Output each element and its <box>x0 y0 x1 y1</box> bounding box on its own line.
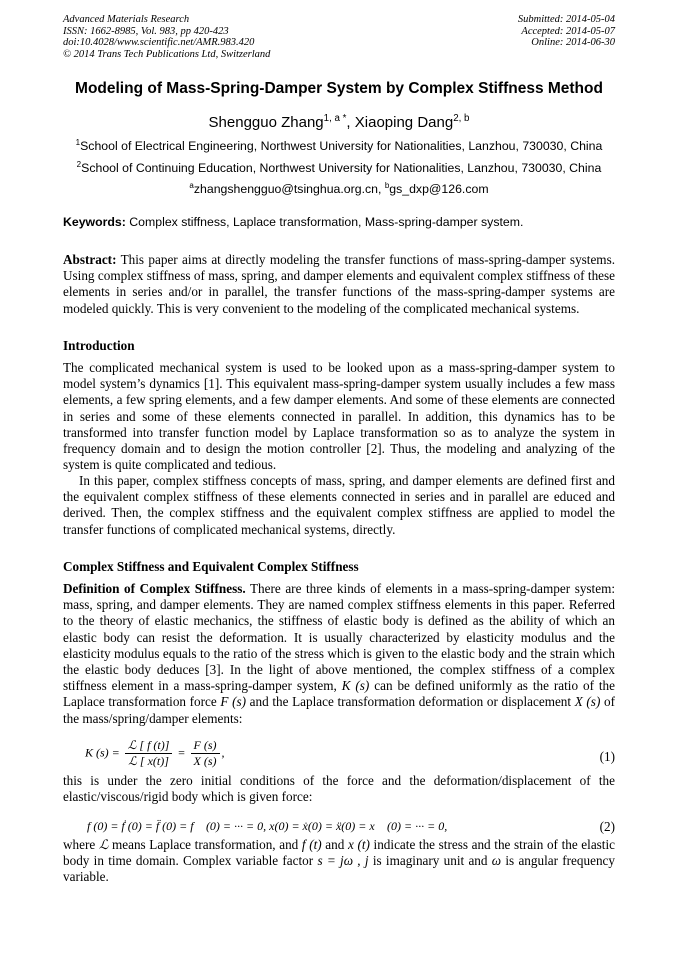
journal-info <box>63 14 270 60</box>
keywords-label: Keywords: <box>63 215 126 229</box>
equation-1-number: (1) <box>599 749 615 764</box>
email-b-sup: b <box>384 180 390 190</box>
where-text-f: is imaginary unit and <box>368 853 492 869</box>
eq1-lhs: K (s) = <box>85 745 120 760</box>
eq1-num-2: F (s) <box>191 738 220 754</box>
equation-2-number: (2) <box>599 819 615 834</box>
eq1-equals: = <box>177 745 186 760</box>
introduction-paragraph-2: In this paper, complex stiffness concepts of mass, spring, and damper elements are defined first and the equivalent complex stiffness of these elements connected in series and in parallel are educed and derived. Then, the complex stiffness and the equivalent complex stiffness are applied to model the transfer functions of complicated mechanical systems, directly. <box>63 473 615 537</box>
author-2: Xiaoping Dang <box>354 114 454 131</box>
email-a-sup: a <box>189 180 194 190</box>
fs-symbol: F (s) <box>220 694 247 710</box>
journal-name: Advanced Materials Research <box>63 14 190 25</box>
copyright: © 2014 Trans Tech Publications Ltd, Switzerland <box>63 48 271 60</box>
where-text-b: means Laplace transformation, and <box>108 837 302 852</box>
introduction-paragraph-1: The complicated mechanical system is used to be looked upon as a mass-spring-damper system to model system’s dynamics [1]. This equivalent mass-spring-damper system usually includes a few mass elements, a few spring elements, and a few damper elements. And some of these elements are connected in series and some of these elements connected in parallel. In addition, this dynamics has to be transformed into transfer function model by Laplace transformation so as to analyze the system in frequency domain and to design the motion controller [2]. Thus, the modeling and analyzing of the system is quite complicated and tedious. <box>63 360 615 473</box>
s-jw-symbol: s = jω <box>317 853 354 869</box>
definition-text-b: can be defined uniformly as the ratio of the Laplace transformation force <box>63 678 615 710</box>
xt-symbol: x (t) <box>347 837 370 852</box>
eq1-fraction-2 <box>191 738 220 769</box>
dates-info <box>518 14 615 49</box>
equation-1 <box>85 738 615 769</box>
author-1-sup: 1, a * <box>323 113 347 124</box>
laplace-symbol: ℒ <box>98 837 109 852</box>
definition-text-a: There are three kinds of elements in a mass-spring-damper system: mass, spring, and damper elements. They are named complex stiffness elements in this paper. Referred to the theory of elastic mechanics, the stiffness of elastic body is defined as the ability of which an elastic body can resist the deformation. It is usually characterized by elasticity modulus and the elasticity modulus equals to the ratio of the stress which is given to the elastic body and the strain which the elastic body deduces [3]. In the light of above mentioned, the complex stiffness of a complex stiffness element in a mass-spring-damper system, <box>63 581 615 694</box>
eq1-den-1: ℒ [ x(t)] <box>128 754 169 768</box>
affiliation-2 <box>30 161 648 175</box>
ks-symbol: K (s) <box>341 678 370 694</box>
online-date: Online: 2014-06-30 <box>531 37 615 48</box>
eq1-den-2: X (s) <box>193 754 217 768</box>
where-text-g: is angular frequency variable. <box>63 853 615 885</box>
doi: doi:10.4028/www.scientific.net/AMR.983.420 <box>63 37 255 48</box>
eq1-num-1: ℒ [ f (t)] <box>125 738 173 754</box>
affiliation-1-sup: 1 <box>75 137 81 147</box>
definition-text-d: of the mass/spring/damper elements: <box>63 694 615 726</box>
where-text-d: indicate the stress and the strain of the elastic body in time domain. Complex variable factor <box>63 837 615 869</box>
where-text-a: where <box>63 837 99 852</box>
eq1-fraction-1 <box>125 738 173 769</box>
where-paragraph <box>63 837 615 886</box>
abstract-label: Abstract: <box>63 252 117 267</box>
paper-title: Modeling of Mass-Spring-Damper System by Complex Stiffness Method <box>75 80 603 97</box>
emails <box>30 182 648 196</box>
author-1: Shengguo Zhang <box>208 114 324 131</box>
accepted-date: Accepted: 2014-05-07 <box>521 25 615 37</box>
section-2-heading: Complex Stiffness and Equivalent Complex Stiffness <box>63 559 359 574</box>
definition-label: Definition of Complex Stiffness. <box>63 581 246 596</box>
issn: ISSN: 1662-8985, Vol. 983, pp 420-423 <box>63 25 229 37</box>
eq1-tail: , <box>221 745 225 760</box>
author-line <box>40 114 638 131</box>
where-text-e: , <box>353 853 365 869</box>
zero-conditions-paragraph: this is under the zero initial conditions of the force and the deformation/displacement of the elastic/viscous/rigid body which is given force: <box>63 773 615 805</box>
introduction-heading: Introduction <box>63 338 135 353</box>
author-2-sup: 2, b <box>453 113 470 124</box>
definition-paragraph <box>63 581 615 727</box>
equation-2: f (0) = ḟ (0) = f̈ (0) = f⃛ (0) = ··· = 0, x(0) = ẋ(0) = ẍ(0) = x⃛ (0) = ··· = 0, <box>87 819 448 833</box>
affiliation-2-sup: 2 <box>76 159 82 169</box>
affiliation-1 <box>30 139 648 153</box>
abstract-text: This paper aims at directly modeling the transfer functions of mass-spring-damper systems. Using complex stiffness of mass, spring, and damper elements and equivalent complex stiffness of these elements in series and/or in parallel, the transfer functions of the mass-spring-damper systems are modeled quickly. This is very convenient to the modeling of the complicated mechanical systems. <box>63 252 615 316</box>
email-b[interactable]: gs_dxp@126.com <box>389 182 489 196</box>
keywords <box>63 215 615 229</box>
j-symbol: j <box>364 853 369 869</box>
affiliation-1-text: School of Electrical Engineering, Northwest University for Nationalities, Lanzhou, 730030, China <box>80 139 603 153</box>
omega-symbol: ω <box>491 853 502 869</box>
definition-text-c: and the Laplace transformation deformation or displacement <box>246 694 575 710</box>
submitted-date: Submitted: 2014-05-04 <box>517 14 615 25</box>
email-a[interactable]: zhangshengguo@tsinghua.org.cn, <box>193 182 385 196</box>
author-sep: , <box>346 114 355 131</box>
where-text-c: and <box>321 837 348 852</box>
abstract <box>63 252 615 317</box>
xs-symbol: X (s) <box>574 694 601 710</box>
keywords-text: Complex stiffness, Laplace transformation, Mass-spring-damper system. <box>125 215 524 229</box>
affiliation-2-text: School of Continuing Education, Northwest University for Nationalities, Lanzhou, 730030, China <box>81 161 602 175</box>
ft-symbol: f (t) <box>301 837 322 852</box>
